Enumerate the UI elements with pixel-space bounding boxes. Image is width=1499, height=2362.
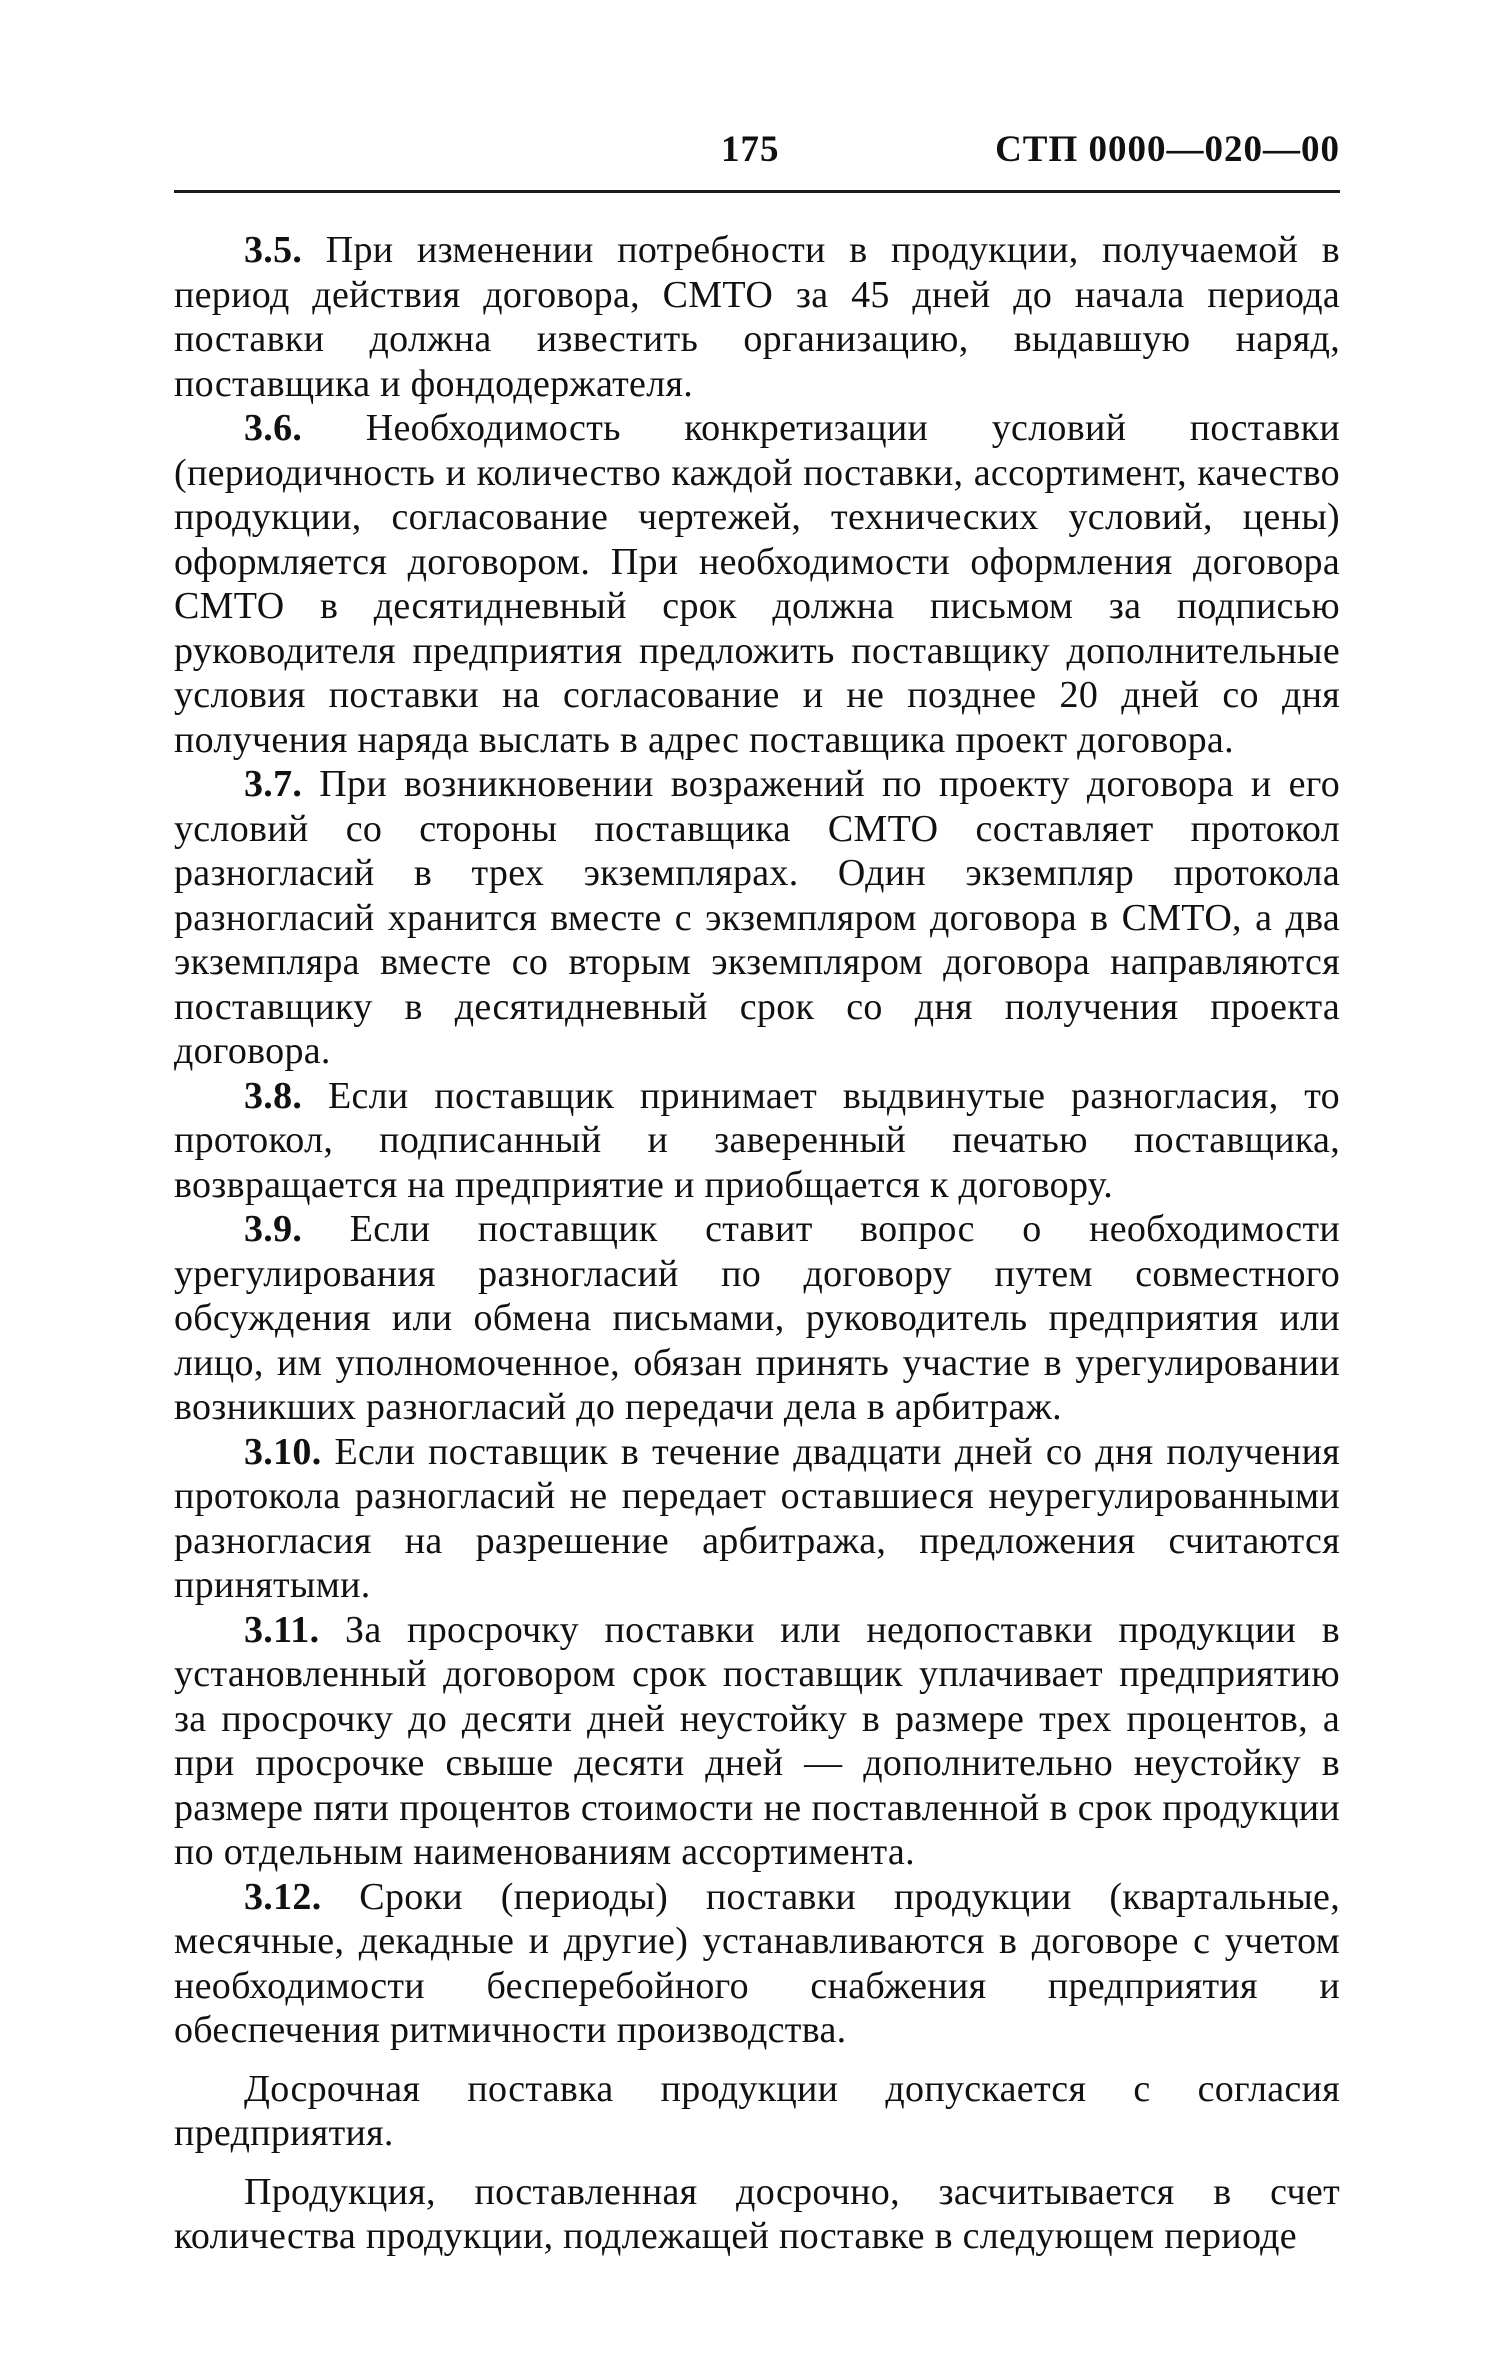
paragraph-3-11 xyxy=(174,1608,1340,1875)
paragraph-3-12 xyxy=(174,1875,1340,2053)
paragraph-3-6 xyxy=(174,406,1340,762)
document-code: СТП 0000—020—00 xyxy=(995,129,1340,170)
document-body xyxy=(174,228,1340,2259)
paragraph-3-9 xyxy=(174,1207,1340,1430)
paragraph-number: 3.5. xyxy=(244,229,303,271)
paragraph-3-5 xyxy=(174,228,1340,406)
paragraph-number: 3.8. xyxy=(244,1074,303,1117)
paragraph-text: При возникновении возражений по проекту договора и его условий со стороны поставщика СМТО составляет протокол разногласий в трех экземплярах. Один экземпляр протокола разногласий хранится вместе с экземпляром договора в СМТО, а два экземпляра вместе со вторым экземпляром договора направляются поставщику в десятидневный срок со дня получения проекта договора. xyxy=(174,763,1340,1072)
paragraph-text: За просрочку поставки или недопоставки продукции в установленный договором срок поставщик уплачивает предприятию за просрочку до десяти дней неустойку в размере трех процентов, а при просрочке свыше десяти дней — дополнительно неустойку в размере пяти процентов стоимости не поставленной в срок продукции по отдельным наименованиям ассортимента. xyxy=(174,1608,1340,1873)
paragraph-number: 3.7. xyxy=(244,763,303,805)
paragraph-3-8 xyxy=(174,1074,1340,1208)
paragraph-text: Необходимость конкретизации условий поставки (периодичность и количество каждой поставки, ассортимент, качество продукции, согласование чертежей, технических условий, цены) оформляется договором. При необходимости оформления договора СМТО в десятидневный срок должна письмом за подписью руководителя предприятия предложить поставщику дополнительные условия поставки на согласование и не позднее 20 дней со дня получения наряда выслать в адрес поставщика проект договора. xyxy=(174,407,1340,761)
paragraph-text: Если поставщик в течение двадцати дней со дня получения протокола разногласий не передает оставшиеся неурегулированными разногласия на разрешение арбитража, предложения считаются принятыми. xyxy=(174,1430,1340,1606)
paragraph-text: Сроки (периоды) поставки продукции (квартальные, месячные, декадные и другие) устанавливаются в договоре с учетом необходимости бесперебойного снабжения предприятия и обеспечения ритмичности производства. xyxy=(174,1875,1340,2051)
paragraph-number: 3.9. xyxy=(244,1208,303,1250)
paragraph-text: Продукция, поставленная досрочно, засчитывается в счет количества продукции, подлежащей поставке в следующем периоде xyxy=(174,2170,1340,2257)
paragraph-number: 3.6. xyxy=(244,407,303,449)
page-number: 175 xyxy=(721,129,780,170)
paragraph-3-7 xyxy=(174,762,1340,1074)
paragraph-number: 3.12. xyxy=(244,1875,322,1918)
page-header xyxy=(174,128,1340,193)
paragraph-text: При изменении потребности в продукции, получаемой в период действия договора, СМТО за 45 дней до начала периода поставки должна известить организацию, выдавшую наряд, поставщика и фондодержателя. xyxy=(174,229,1340,405)
paragraph-number: 3.10. xyxy=(244,1430,322,1473)
paragraph-number: 3.11. xyxy=(244,1608,320,1651)
paragraph-3-10 xyxy=(174,1430,1340,1608)
paragraph-text: Досрочная поставка продукции допускается с согласия предприятия. xyxy=(174,2067,1340,2154)
paragraph-early-delivery-credit xyxy=(174,2170,1340,2259)
paragraph-early-delivery xyxy=(174,2067,1340,2156)
paragraph-text: Если поставщик принимает выдвинутые разногласия, то протокол, подписанный и заверенный печатью поставщика, возвращается на предприятие и приобщается к договору. xyxy=(174,1074,1340,1206)
paragraph-text: Если поставщик ставит вопрос о необходимости урегулирования разногласий по договору путем совместного обсуждения или обмена письмами, руководитель предприятия или лицо, им уполномоченное, обязан принять участие в урегулировании возникших разногласий до передачи дела в арбитраж. xyxy=(174,1208,1340,1428)
